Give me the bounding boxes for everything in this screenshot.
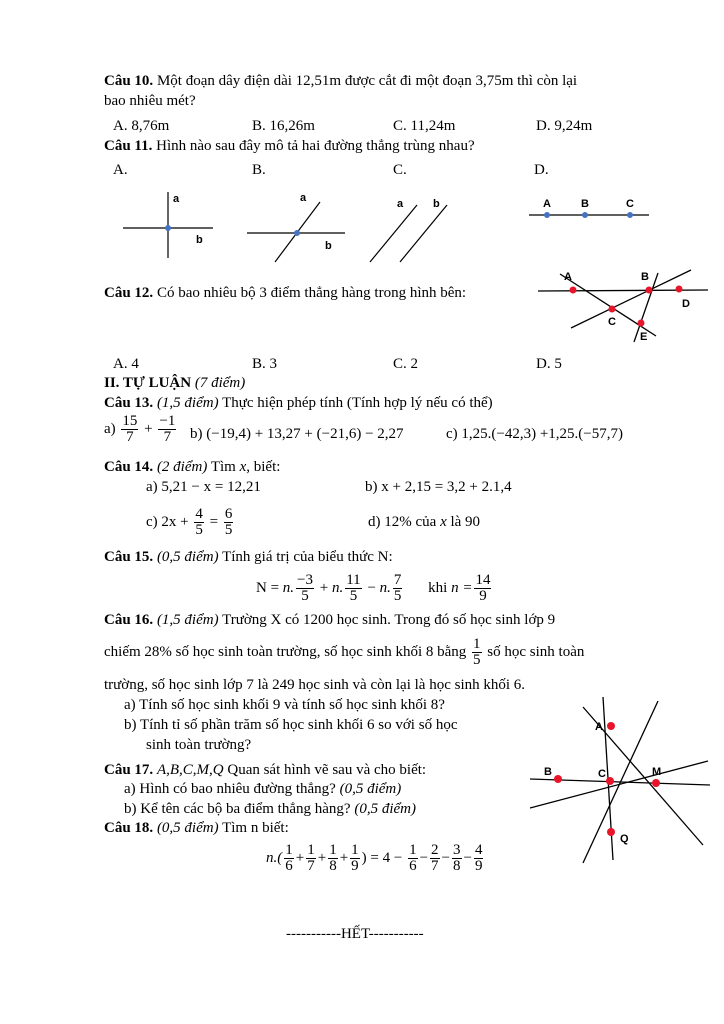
- svg-text:B: B: [544, 766, 552, 778]
- q11-figure-c: [365, 190, 465, 265]
- q16-text2-pre: chiếm 28% số học sinh toàn trường, số học sinh khối 8 bằng: [104, 644, 467, 660]
- q13-a-fraction-2: $\frac{-1}{7}$: [159, 413, 176, 446]
- q15-line: [104, 548, 393, 566]
- q14-var: x: [239, 459, 247, 475]
- q18-lhs-fraction-1: $\frac{1}{6}$: [285, 842, 293, 875]
- q18-rhs-fraction-3: $\frac{3}{8}$: [453, 842, 461, 875]
- q12-option-c: C. 2: [393, 356, 419, 372]
- q18-rhs-fraction-2: $\frac{2}{7}$: [431, 842, 439, 875]
- q11-option-a: A.: [113, 162, 128, 178]
- q15-n-var: n =: [451, 580, 473, 596]
- q18-lhs-fraction-2: $\frac{1}{7}$: [307, 842, 315, 875]
- q11-text: Hình nào sau đây mô tả hai đường thẳng trùng nhau?: [156, 138, 475, 154]
- q15-n-eq: N =: [256, 580, 280, 596]
- q17-label: Câu 17.: [104, 762, 154, 778]
- svg-text:b: b: [433, 198, 440, 210]
- q16-part-b1: b) Tính tỉ số phần trăm số học sinh khối 6 so với số học: [124, 717, 458, 733]
- q16-part-b2: sinh toàn trường?: [146, 737, 252, 753]
- q14-d-var: x: [440, 514, 447, 530]
- q17-points: A,B,C,M,Q: [156, 762, 224, 778]
- q12-line: [104, 284, 466, 302]
- q15-plus: +: [319, 580, 329, 596]
- q14-c-pre: c) 2x +: [146, 514, 189, 530]
- svg-text:b: b: [196, 234, 203, 246]
- q11-option-b: B.: [252, 162, 266, 178]
- svg-text:A: A: [564, 271, 572, 283]
- q17-line: [104, 761, 426, 779]
- q17-part-a: [124, 780, 401, 798]
- q14-d-post: là 90: [450, 514, 481, 530]
- q15-khi: khi: [428, 580, 448, 596]
- q18-points: (0,5 điểm): [156, 820, 219, 836]
- q15-fraction-3: $\frac{7}{5}$: [393, 572, 402, 605]
- q17-b-text: b) Kể tên các bộ ba điểm thẳng hàng?: [124, 801, 351, 817]
- q15-fraction-1: $\frac{-3}{5}$: [297, 572, 314, 605]
- q16-line2: [104, 630, 584, 674]
- svg-text:a: a: [300, 192, 307, 204]
- q12-text: Có bao nhiêu bộ 3 điểm thẳng hàng trong hình bên:: [156, 285, 467, 301]
- q10-option-c: C. 11,24m: [393, 118, 456, 134]
- q14-label: Câu 14.: [104, 459, 154, 475]
- q18-equation: n.( $\frac{1}{6}$ + $\frac{1}{7}$ + $\frac{1}{8}$ + $\frac{1}{9}$ ) = 4 − $\frac{1}{6}$ − $\frac{2}{7}$ − $\frac{3}{8}$ − $\frac{4}{9}$: [266, 842, 483, 875]
- svg-text:M: M: [652, 766, 662, 778]
- q10-text2: bao nhiêu mét?: [104, 93, 196, 109]
- footer-end-mark: -----------HẾT-----------: [286, 926, 424, 942]
- q15-fraction-2: $\frac{11}{5}$: [346, 572, 361, 605]
- q15-points: (0,5 điểm): [156, 549, 219, 565]
- q17-text: Quan sát hình vẽ sau và cho biết:: [227, 762, 427, 778]
- q16-line1: [104, 611, 555, 629]
- q16-label: Câu 16.: [104, 612, 154, 628]
- svg-text:B: B: [581, 198, 589, 210]
- q17-b-points: (0,5 điểm): [354, 801, 416, 817]
- q12-figure: [536, 262, 712, 346]
- q11-option-c: C.: [393, 162, 407, 178]
- svg-text:Q: Q: [620, 833, 629, 845]
- q15-term-3: n.: [379, 580, 391, 596]
- q12-label: Câu 12.: [104, 285, 154, 301]
- q14-part-b: b) x + 2,15 = 3,2 + 2.1,4: [365, 479, 512, 495]
- q10-label: Câu 10.: [104, 73, 154, 89]
- q14-part-c: [146, 500, 235, 544]
- q10-option-a: A. 8,76m: [113, 118, 170, 134]
- svg-text:b: b: [325, 240, 332, 252]
- q11-label: Câu 11.: [104, 138, 153, 154]
- q17-figure: [528, 695, 713, 865]
- q18-text: Tìm n biết:: [222, 820, 289, 836]
- q11-figure-a: [118, 190, 218, 260]
- svg-text:C: C: [626, 198, 634, 210]
- q14-text-pre: Tìm: [210, 459, 236, 475]
- q13-part-a: [104, 414, 178, 445]
- q15-term-1: n.: [282, 580, 295, 596]
- q14-c-fraction-2: $\frac{6}{5}$: [224, 506, 233, 539]
- part2-title: II. TỰ LUẬN: [104, 375, 192, 391]
- q14-part-d: [368, 513, 480, 531]
- q14-c-fraction-1: $\frac{4}{5}$: [195, 506, 203, 539]
- q18-close: ) = 4 −: [361, 850, 403, 866]
- q13-points: (1,5 điểm): [156, 395, 219, 411]
- q14-d-pre: d) 12% của: [368, 514, 437, 530]
- q18-n-pre: n.(: [266, 850, 283, 866]
- q17-part-b: [124, 800, 416, 818]
- svg-text:C: C: [608, 316, 616, 328]
- q18-lhs-fraction-4: $\frac{1}{9}$: [351, 842, 359, 875]
- q12-option-b: B. 3: [252, 356, 278, 372]
- q16-line3: trường, số học sinh lớp 7 là 249 học sinh và còn lại là học sinh khối 6.: [104, 677, 526, 693]
- part2-heading: [104, 374, 245, 392]
- svg-text:E: E: [640, 331, 648, 343]
- svg-text:A: A: [543, 198, 551, 210]
- q16-text1: Trường X có 1200 học sinh. Trong đó số học sinh lớp 9: [222, 612, 556, 628]
- q14-c-eq: =: [209, 514, 219, 530]
- q15-term-2: n.: [331, 580, 344, 596]
- svg-text:C: C: [598, 768, 606, 780]
- q11-option-d: D.: [534, 162, 549, 178]
- svg-text:A: A: [595, 721, 603, 733]
- svg-text:B: B: [641, 271, 649, 283]
- q13-a-fraction-1: $\frac{15}{7}$: [122, 413, 138, 446]
- q14-part-a: a) 5,21 − x = 12,21: [146, 479, 261, 495]
- q16-part-a: a) Tính số học sinh khối 9 và tính số học sinh khối 8?: [124, 697, 445, 713]
- q17-a-text: a) Hình có bao nhiêu đường thẳng?: [124, 781, 336, 797]
- q10-option-b: B. 16,26m: [252, 118, 315, 134]
- svg-text:a: a: [173, 193, 180, 205]
- q10-text1: Một đoạn dây điện dài 12,51m được cắt đi một đoạn 3,75m thì còn lại: [156, 73, 578, 89]
- q16-text2-post: số học sinh toàn: [487, 644, 585, 660]
- q16-points: (1,5 điểm): [156, 612, 219, 628]
- q10-option-d: D. 9,24m: [536, 118, 593, 134]
- q12-option-a: A. 4: [113, 356, 139, 372]
- q17-a-points: (0,5 điểm): [339, 781, 402, 797]
- q15-minus: −: [367, 580, 376, 596]
- q12-option-d: D. 5: [536, 356, 562, 372]
- q18-rhs-fraction-1: $\frac{1}{6}$: [409, 842, 417, 875]
- part2-points: (7 điểm): [194, 375, 246, 391]
- svg-text:D: D: [682, 298, 690, 310]
- q18-lhs-fraction-3: $\frac{1}{8}$: [329, 842, 337, 875]
- q15-text: Tính giá trị của biểu thức N:: [222, 549, 393, 565]
- q18-label: Câu 18.: [104, 820, 154, 836]
- q15-label: Câu 15.: [104, 549, 154, 565]
- q14-text-post: , biết:: [246, 459, 281, 475]
- q14-line: [104, 458, 280, 476]
- q11-line: [104, 137, 475, 155]
- q11-figure-b: [245, 190, 350, 260]
- q13-text: Thực hiện phép tính (Tính hợp lý nếu có thể): [222, 395, 493, 411]
- q13-label: Câu 13.: [104, 395, 154, 411]
- q13-part-b: b) (−19,4) + 13,27 + (−21,6) − 2,27: [190, 426, 404, 442]
- q13-line: [104, 394, 493, 412]
- q13-a-label: a): [104, 421, 116, 437]
- q18-rhs-fraction-4: $\frac{4}{9}$: [474, 842, 483, 875]
- q16-fraction: $\frac{1}{5}$: [473, 636, 481, 669]
- q13-part-c: c) 1,25.(−42,3) +1,25.(−57,7): [446, 426, 624, 442]
- q15-expression: [256, 566, 493, 610]
- q11-figure-d: [527, 190, 652, 230]
- q15-fraction-n: $\frac{14}{9}$: [475, 572, 491, 605]
- q14-points: (2 điểm): [156, 459, 208, 475]
- q13-a-plus: +: [144, 421, 153, 437]
- svg-text:a: a: [397, 198, 404, 210]
- q18-line: [104, 819, 289, 837]
- q10-line1: [104, 72, 577, 90]
